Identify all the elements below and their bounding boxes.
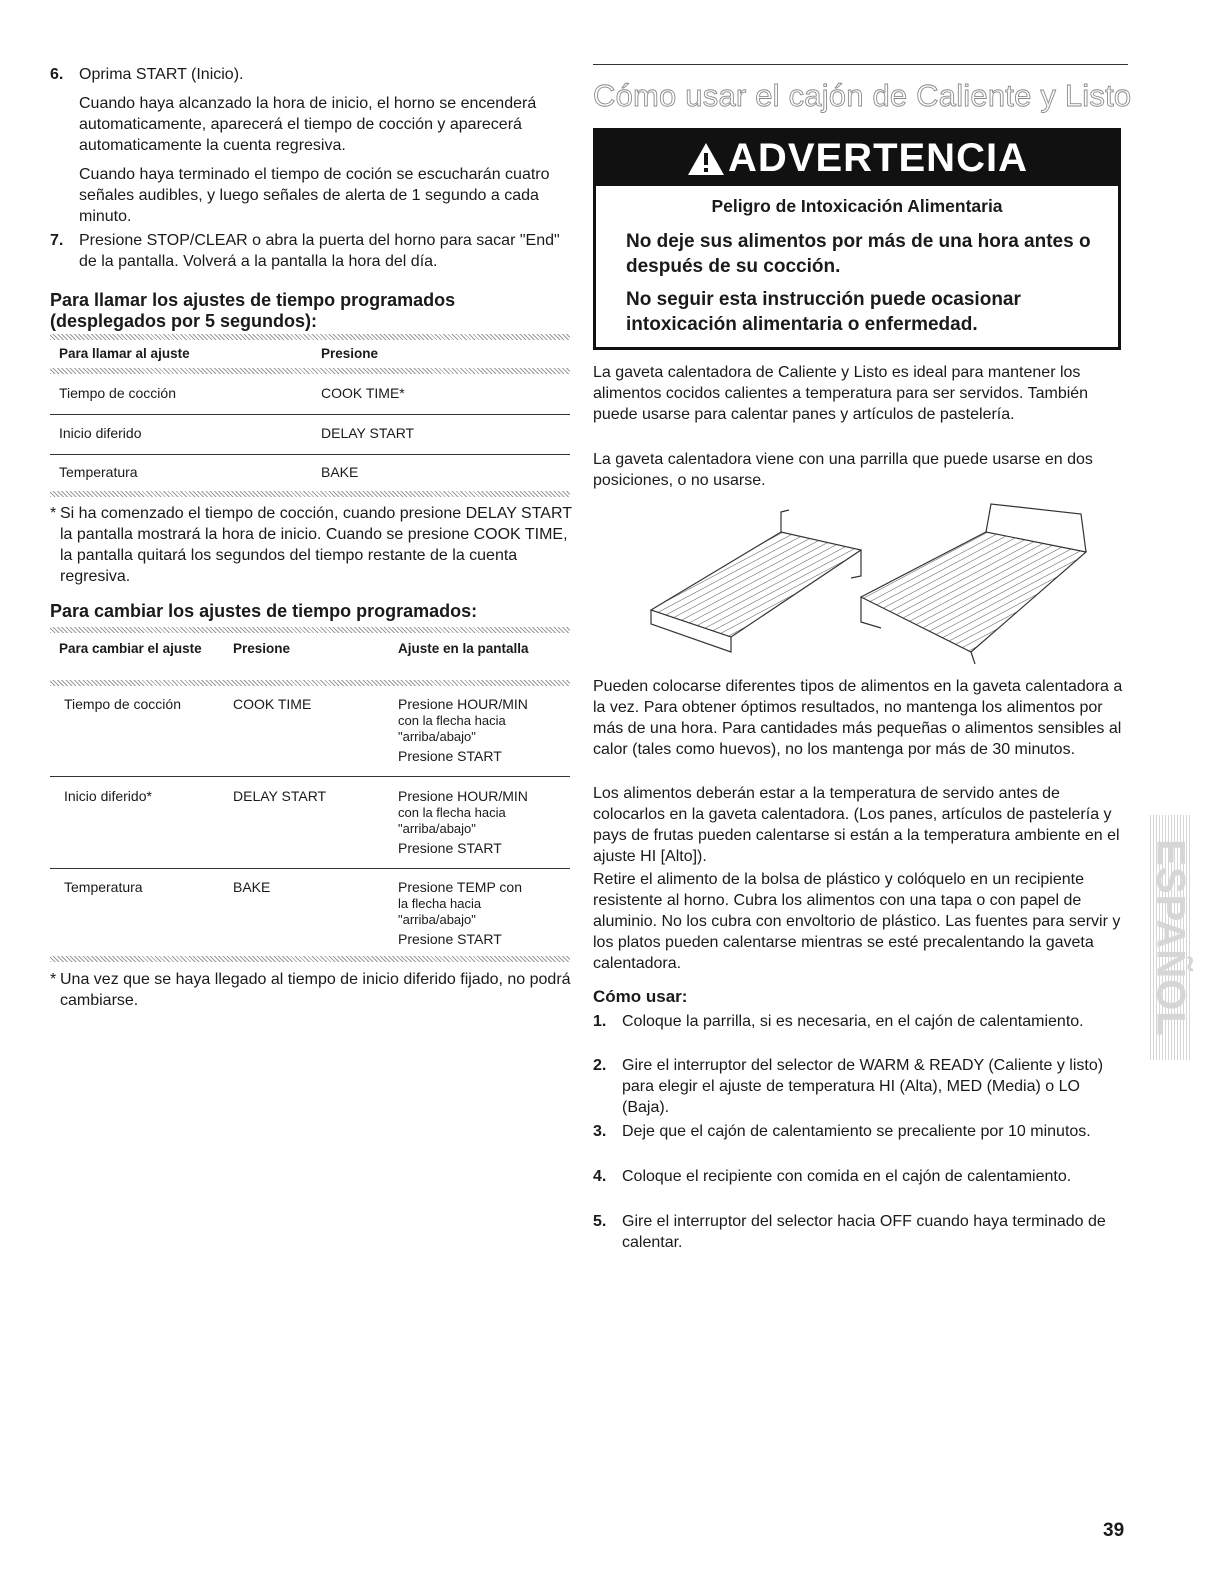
step-text: Coloque la parrilla, si es necesaria, en el cajón de calentamiento. bbox=[622, 1013, 1084, 1030]
hatch-rule bbox=[50, 368, 570, 374]
table-rule bbox=[50, 414, 570, 415]
change-cell: COOK TIME bbox=[233, 696, 312, 712]
change-cell: con la flecha hacia bbox=[398, 805, 506, 820]
step-number: 4. bbox=[593, 1168, 607, 1185]
rack-legs-up bbox=[861, 504, 1086, 664]
change-cell: "arriba/abajo" bbox=[398, 912, 476, 927]
rack-paragraph: La gaveta calentadora viene con una parrilla que puede usarse en dos posiciones, o no usarse. bbox=[593, 451, 1093, 489]
food-paragraph: Pueden colocarse diferentes tipos de alimentos en la gaveta calentadora a la vez. Para obtener óptimos resultados, no mantenga los alimentos por más de una hora. Para cantidades más pequeñas o alimentos sensibles al calor (tales como huevos), no los mantenga por más de 30 minutos. bbox=[593, 678, 1123, 758]
change-cell: Temperatura bbox=[64, 879, 143, 895]
recall-cell: Inicio diferido bbox=[59, 425, 142, 441]
step-text: Coloque el recipiente con comida en el cajón de calentamiento. bbox=[622, 1168, 1072, 1185]
title-line: (desplegados por 5 segundos): bbox=[50, 311, 318, 331]
change-cell: Presione START bbox=[398, 931, 502, 947]
step-number: 1. bbox=[593, 1013, 607, 1030]
step-text: Oprima START (Inicio). bbox=[79, 66, 244, 83]
step-text: Deje que el cajón de calentamiento se precaliente por 10 minutos. bbox=[622, 1123, 1091, 1140]
title-line: Para llamar los ajustes de tiempo programados bbox=[50, 290, 456, 310]
recall-cell: DELAY START bbox=[321, 425, 415, 441]
warning-subtitle: Peligro de Intoxicación Alimentaria bbox=[711, 196, 1003, 216]
footnote-mark: * bbox=[50, 971, 57, 988]
step-text: Gire el interruptor del selector hacia OFF cuando haya terminado de calentar. bbox=[622, 1213, 1106, 1251]
recall-cell: Temperatura bbox=[59, 464, 138, 480]
change-cell: con la flecha hacia bbox=[398, 713, 506, 728]
change-cell: "arriba/abajo" bbox=[398, 729, 476, 744]
change-cell: Presione HOUR/MIN bbox=[398, 788, 528, 804]
recall-header-press: Presione bbox=[321, 346, 379, 361]
recall-cell: COOK TIME* bbox=[321, 385, 405, 401]
step-number: 5. bbox=[593, 1213, 607, 1230]
change-cell: la flecha hacia bbox=[398, 896, 482, 911]
hatch-rule bbox=[50, 956, 570, 962]
rack-positions-illustration bbox=[641, 492, 1121, 672]
warning-triangle-icon bbox=[686, 141, 726, 177]
recall-section-title bbox=[50, 290, 572, 332]
table-rule bbox=[50, 454, 570, 455]
change-cell: DELAY START bbox=[233, 788, 327, 804]
language-side-tab bbox=[1148, 815, 1193, 1060]
change-cell: Tiempo de cocción bbox=[64, 696, 181, 712]
step-number: 7. bbox=[50, 232, 64, 249]
step-number: 3. bbox=[593, 1123, 607, 1140]
hatch-rule bbox=[50, 680, 570, 686]
intro-paragraph: La gaveta calentadora de Caliente y Listo es ideal para mantener los alimentos cocidos calientes a temperatura para ser servidos. También puede usarse para calentar panes y artículos de pastelería. bbox=[593, 364, 1089, 423]
change-cell: BAKE bbox=[233, 879, 271, 895]
footnote-mark: * bbox=[50, 505, 57, 522]
how-to-title: Cómo usar: bbox=[593, 987, 688, 1006]
change-header-press: Presione bbox=[233, 641, 291, 656]
temperature-paragraph: Los alimentos deberán estar a la temperatura de servido antes de colocarlos en la gaveta calentadora. (Los panes, artículos de pastelería y pays de frutas pueden calentarse si están a la temperatura ambiente en el ajuste HI [Alto]). bbox=[593, 785, 1120, 865]
change-header-setting: Para cambiar el ajuste bbox=[59, 641, 202, 656]
section-title: Cómo usar el cajón de Caliente y Listo bbox=[593, 78, 1132, 113]
table-rule bbox=[50, 868, 570, 869]
page-number: 39 bbox=[1103, 1520, 1125, 1541]
hatch-rule bbox=[50, 627, 570, 633]
recall-cell: BAKE bbox=[321, 464, 359, 480]
change-section-title: Para cambiar los ajustes de tiempo programados: bbox=[50, 601, 478, 621]
warning-text: No seguir esta instrucción puede ocasionar intoxicación alimentaria o enfermedad. bbox=[626, 289, 1021, 335]
rack-legs-down bbox=[651, 510, 861, 652]
change-cell: Inicio diferido* bbox=[64, 788, 152, 804]
warning-box bbox=[593, 128, 1121, 350]
step-number: 2. bbox=[593, 1057, 607, 1074]
table-rule bbox=[50, 776, 570, 777]
change-cell: Presione START bbox=[398, 748, 502, 764]
recall-header-setting: Para llamar al ajuste bbox=[59, 346, 190, 361]
recall-cell: Tiempo de cocción bbox=[59, 385, 176, 401]
change-cell: Presione START bbox=[398, 840, 502, 856]
step-number: 6. bbox=[50, 66, 64, 83]
container-paragraph: Retire el alimento de la bolsa de plástico y colóquelo en un recipiente resistente al horno. Cubra los alimentos con una tapa o con papel de aluminio. No los cubra con envoltorio de plástico. Las fuentes para servir y los platos pueden calentarse mientras se esté precalentando la gaveta calentadora. bbox=[593, 871, 1121, 972]
change-cell: Presione TEMP con bbox=[398, 879, 522, 895]
change-cell: "arriba/abajo" bbox=[398, 821, 476, 836]
warning-banner-text: ADVERTENCIA bbox=[728, 136, 1028, 180]
step-text: Gire el interruptor del selector de WARM & READY (Caliente y listo) para elegir el ajuste de temperatura HI (Alta), MED (Media) o LO (Baja). bbox=[622, 1057, 1104, 1116]
warning-text: No deje sus alimentos por más de una hora antes o después de su cocción. bbox=[626, 231, 1091, 277]
step-text: Cuando haya alcanzado la hora de inicio, el horno se encenderá automaticamente, aparecerá el tiempo de cocción y aparecerá automaticamente la cuenta regresiva. bbox=[79, 95, 537, 154]
hatch-rule bbox=[50, 334, 570, 340]
change-cell: Presione HOUR/MIN bbox=[398, 696, 528, 712]
side-tab-label: ESPAÑOL bbox=[1148, 838, 1193, 1037]
step-text: Presione STOP/CLEAR o abra la puerta del horno para sacar "End" de la pantalla. Volverá a la pantalla la hora del día. bbox=[79, 232, 560, 270]
footnote-text: Una vez que se haya llegado al tiempo de inicio diferido fijado, no podrá cambiarse. bbox=[60, 971, 571, 1009]
section-top-rule bbox=[593, 64, 1128, 65]
step-text: Cuando haya terminado el tiempo de coción se escucharán cuatro señales audibles, y luego señales de alerta de 1 segundo a cada minuto. bbox=[79, 166, 550, 225]
change-header-display: Ajuste en la pantalla bbox=[398, 641, 529, 656]
hatch-rule bbox=[50, 491, 570, 497]
warning-banner bbox=[596, 131, 1118, 186]
footnote-text: Si ha comenzado el tiempo de cocción, cuando presione DELAY START la pantalla mostrará la hora de inicio. Cuando se presione COOK TIME, la pantalla quitará los segundos del tiempo restante de la cuenta regresiva. bbox=[60, 505, 572, 585]
